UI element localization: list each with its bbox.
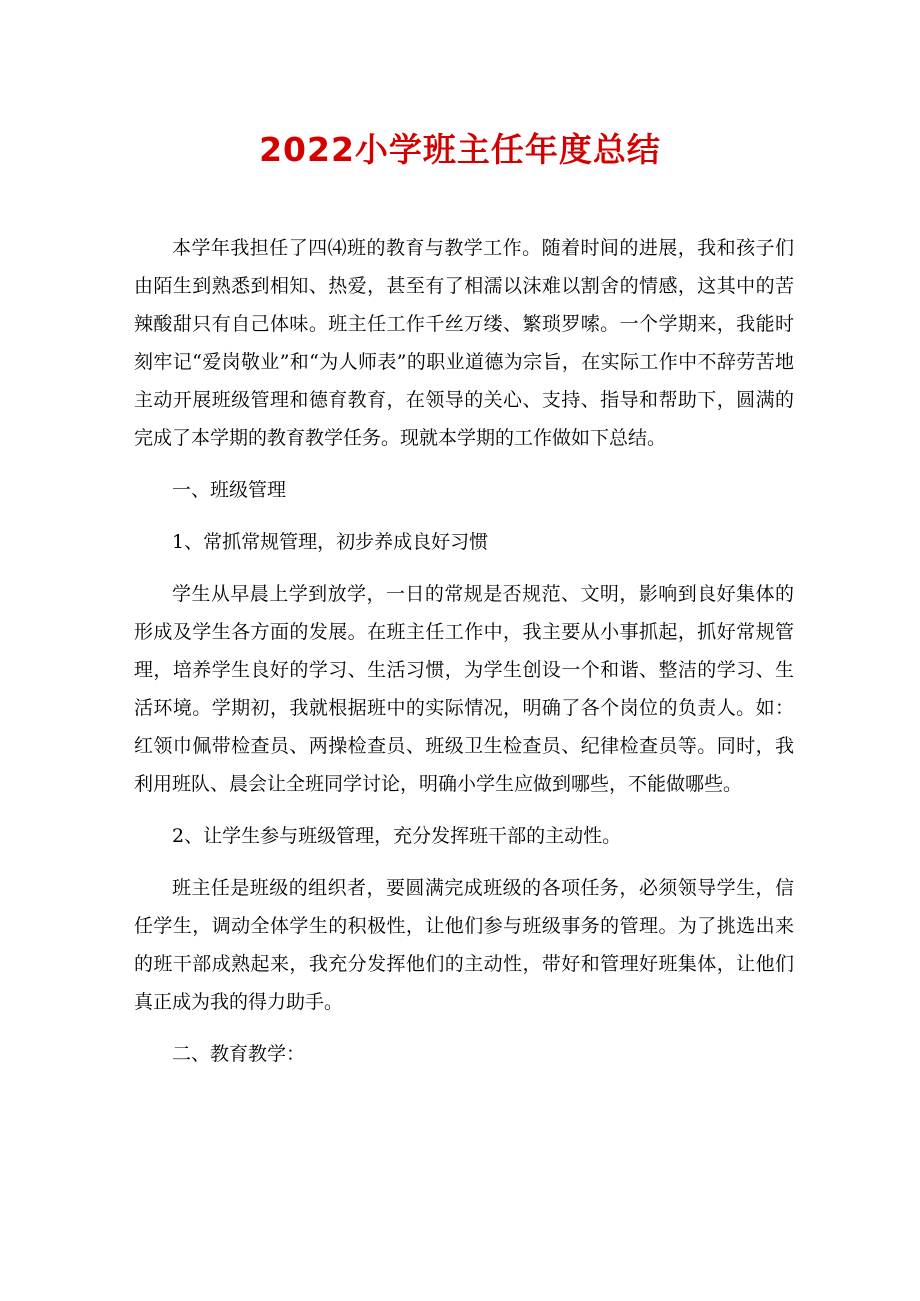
- intro-paragraph: 本学年我担任了四⑷班的教育与教学工作。随着时间的进展，我和孩子们由陌生到熟悉到相知、热爱，甚至有了相濡以沫难以割舍的情感，这其中的苦辣酸甜只有自己体味。班主任工作千丝万缕、繁琐罗嗦。一个学期来，我能时刻牢记“爱岗敬业”和“为人师表”的职业道德为宗旨，在实际工作中不辞劳苦地主动开展班级管理和德育教育，在领导的关心、支持、指导和帮助下，圆满的完成了本学期的教育教学任务。现就本学期的工作做如下总结。: [134, 237, 794, 449]
- subheading-routine-management: 1、常抓常规管理，初步养成良好习惯: [172, 531, 489, 553]
- routine-management-paragraph: 学生从早晨上学到放学，一日的常规是否规范、文明，影响到良好集体的形成及学生各方面的发展。在班主任工作中，我主要从小事抓起，抓好常规管理，培养学生良好的学习、生活习惯，为学生创设一个和谐、整洁的学习、生活环境。学期初，我就根据班中的实际情况，明确了各个岗位的负责人。如：红领巾佩带检查员、两操检查员、班级卫生检查员、纪律检查员等。同时，我利用班队、晨会让全班同学讨论，明确小学生应做到哪些，不能做哪些。: [134, 583, 794, 795]
- page-title: 2022小学班主任年度总结: [259, 130, 661, 169]
- section-heading-teaching: 二、教育教学：: [172, 1043, 306, 1065]
- document-body: [134, 229, 794, 1087]
- section-heading-class-management: 一、班级管理: [172, 479, 287, 501]
- student-participation-paragraph: 班主任是班级的组织者，要圆满完成班级的各项任务，必须领导学生，信任学生，调动全体学生的积极性，让他们参与班级事务的管理。为了挑选出来的班干部成熟起来，我充分发挥他们的主动性，带好和管理好班集体，让他们真正成为我的得力助手。: [134, 877, 794, 1013]
- subheading-student-participation: 2、让学生参与班级管理，充分发挥班干部的主动性。: [172, 825, 622, 847]
